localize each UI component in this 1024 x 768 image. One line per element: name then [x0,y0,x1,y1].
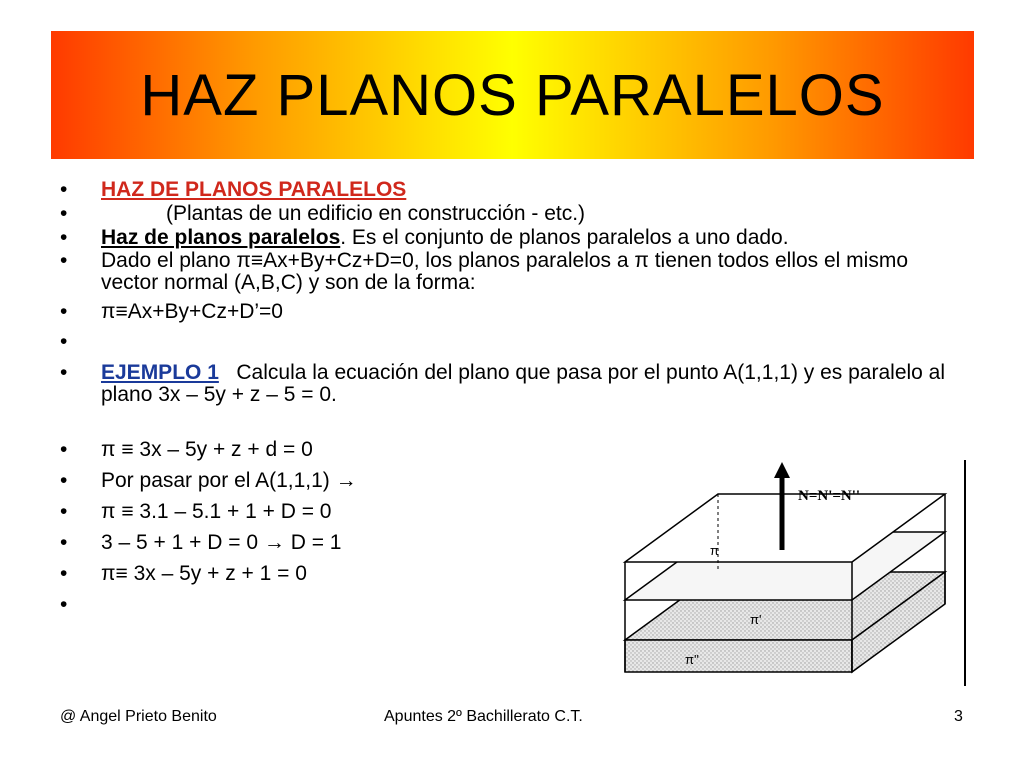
step-5: • π≡ 3x – 5y + z + 1 = 0 [60,562,960,586]
step-1: • π ≡ 3x – 5y + z + d = 0 [60,438,960,462]
step-4: • 3 – 5 + 1 + D = 0 → D = 1 [60,531,960,555]
step-2: • Por pasar por el A(1,1,1) → [60,469,960,493]
plane-label-pi-double-prime: π'' [685,652,699,667]
plane-bottom-front [625,640,852,672]
bullet-form: • π≡Ax+By+Cz+D’=0 [60,300,960,324]
bullet-empty-1 [60,330,960,354]
bullet-examples: • (Plantas de un edificio en construcción - etc.) [60,202,960,226]
bullet-definition: • Haz de planos paralelos. Es el conjunto de planos paralelos a uno dado. [60,226,960,250]
bullet-normal-vector: • Dado el plano π≡Ax+By+Cz+D=0, los planos paralelos a π tienen todos ellos el mismo vector normal (A,B,C) y son de la forma: [60,250,960,294]
plane-label-pi: π [710,543,719,558]
arrow-head-icon [774,462,790,478]
bullet-example: • EJEMPLO 1 Calcula la ecuación del plano que pasa por el punto A(1,1,1) y es paralelo al plano 3x – 5y + z – 5 = 0. [60,362,960,406]
plane-label-pi-prime: π' [750,612,762,627]
step-3: • π ≡ 3.1 – 5.1 + 1 + D = 0 [60,500,960,524]
footer-course: Apuntes 2º Bachillerato C.T. [384,708,583,725]
normal-label: N=N'=N'' [798,488,861,504]
bullet-heading: • HAZ DE PLANOS PARALELOS [60,178,960,202]
slide-title: HAZ PLANOS PARALELOS [140,62,885,128]
footer-author: @ Angel Prieto Benito [60,708,217,725]
parallel-planes-figure [600,458,980,698]
footer-page-number: 3 [954,708,963,725]
title-banner [51,31,974,159]
